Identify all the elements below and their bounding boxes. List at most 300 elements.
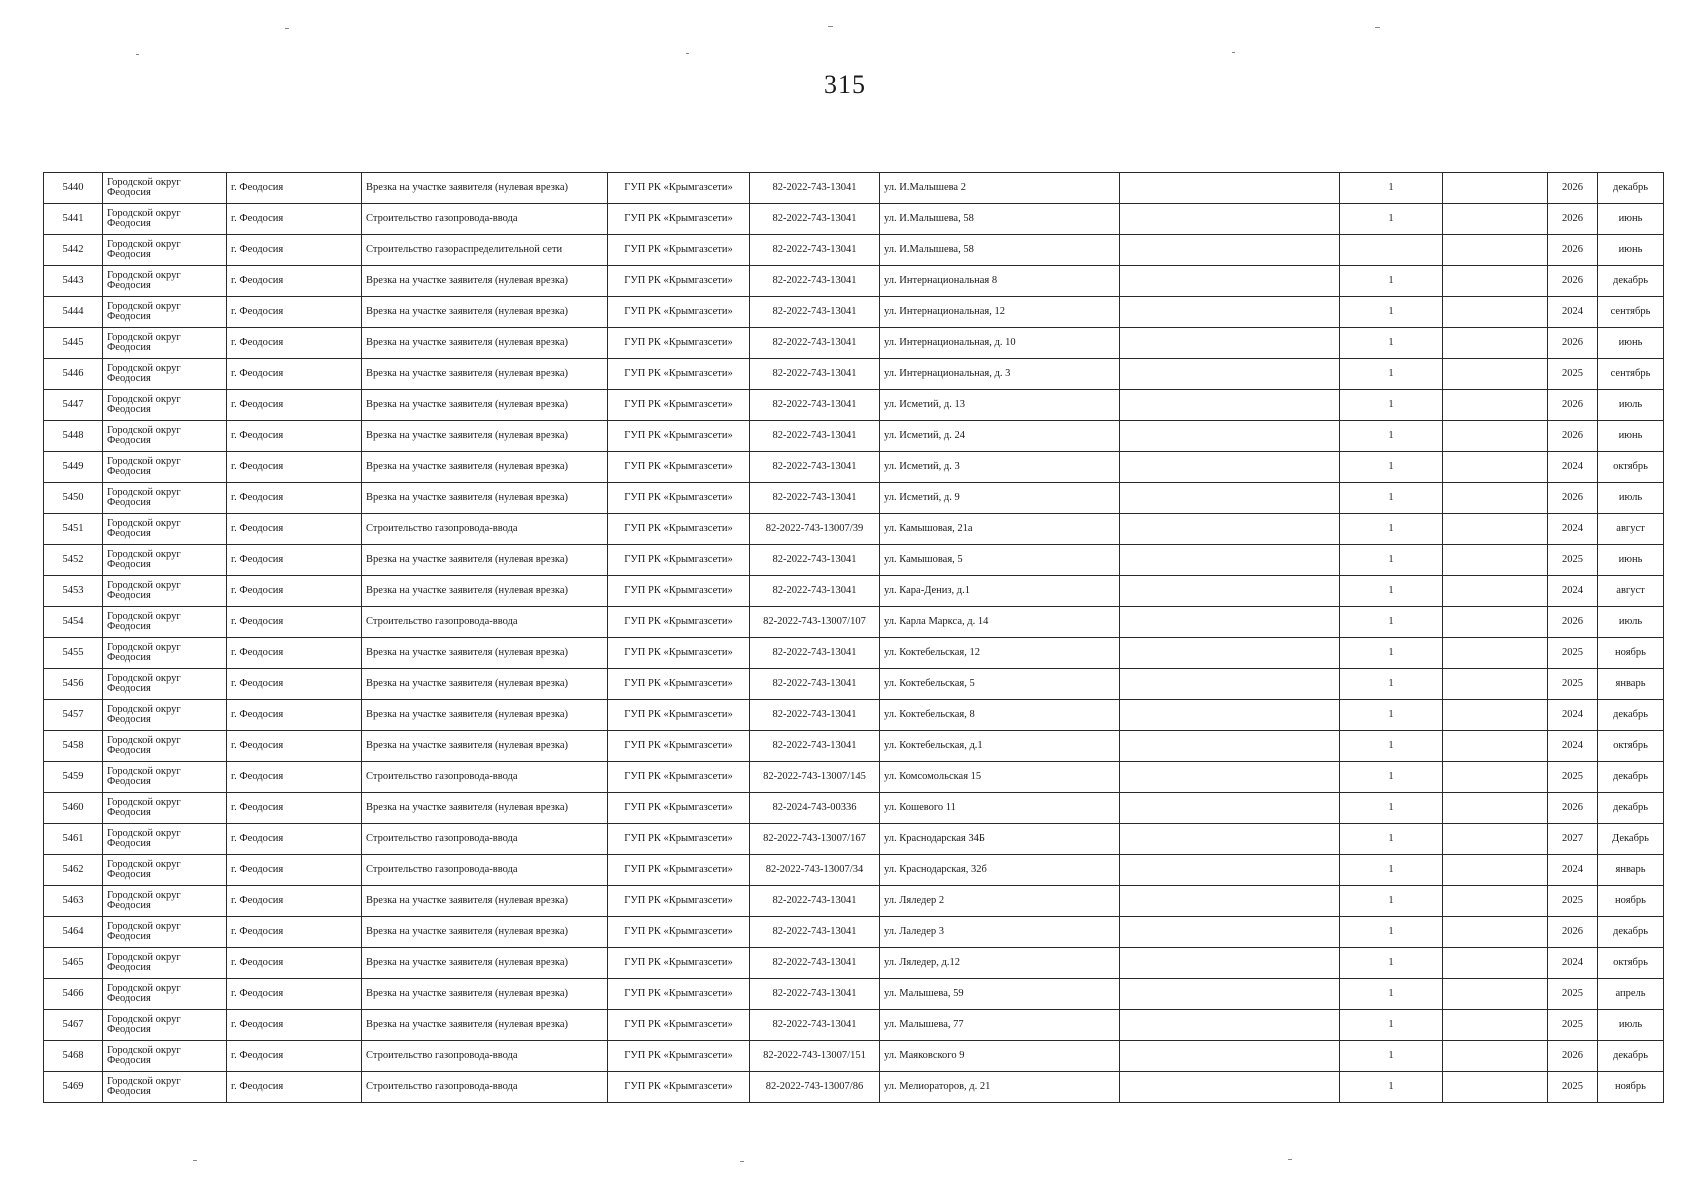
year-cell: 2025 <box>1548 1072 1598 1103</box>
table-row <box>44 328 1664 359</box>
month-cell: август <box>1598 576 1664 607</box>
city-cell: г. Феодосия <box>227 917 362 948</box>
work-type-cell: Врезка на участке заявителя (нулевая врезка) <box>362 731 608 762</box>
year-cell: 2025 <box>1548 545 1598 576</box>
quantity-cell: 1 <box>1340 514 1443 545</box>
city-cell: г. Феодосия <box>227 1072 362 1103</box>
year-cell: 2027 <box>1548 824 1598 855</box>
blank-cell <box>1443 328 1548 359</box>
work-type-cell: Врезка на участке заявителя (нулевая врезка) <box>362 545 608 576</box>
organization-cell: ГУП РК «Крымгазсети» <box>608 948 750 979</box>
program-code-cell: 82-2022-743-13041 <box>750 731 880 762</box>
table-row <box>44 669 1664 700</box>
row-number: 5446 <box>44 359 103 390</box>
month-cell: апрель <box>1598 979 1664 1010</box>
program-code-cell: 82-2022-743-13041 <box>750 886 880 917</box>
address-cell: ул. И.Малышева 2 <box>880 173 1120 204</box>
month-cell: июль <box>1598 1010 1664 1041</box>
address-cell: ул. Камышовая, 21а <box>880 514 1120 545</box>
quantity-cell: 1 <box>1340 1072 1443 1103</box>
work-type-cell: Врезка на участке заявителя (нулевая врезка) <box>362 421 608 452</box>
district-cell: Городской округ Феодосия <box>103 793 227 824</box>
program-code-cell: 82-2022-743-13041 <box>750 700 880 731</box>
program-code-cell: 82-2022-743-13041 <box>750 359 880 390</box>
organization-cell: ГУП РК «Крымгазсети» <box>608 390 750 421</box>
district-cell: Городской округ Феодосия <box>103 700 227 731</box>
blank-cell <box>1120 390 1340 421</box>
city-cell: г. Феодосия <box>227 297 362 328</box>
year-cell: 2024 <box>1548 452 1598 483</box>
district-cell: Городской округ Феодосия <box>103 266 227 297</box>
year-cell: 2024 <box>1548 576 1598 607</box>
district-cell: Городской округ Феодосия <box>103 204 227 235</box>
row-number: 5448 <box>44 421 103 452</box>
blank-cell <box>1443 824 1548 855</box>
city-cell: г. Феодосия <box>227 545 362 576</box>
blank-cell <box>1120 793 1340 824</box>
month-cell: Декабрь <box>1598 824 1664 855</box>
row-number: 5450 <box>44 483 103 514</box>
city-cell: г. Феодосия <box>227 700 362 731</box>
table-row <box>44 979 1664 1010</box>
blank-cell <box>1120 824 1340 855</box>
city-cell: г. Феодосия <box>227 266 362 297</box>
month-cell: июнь <box>1598 328 1664 359</box>
district-cell: Городской округ Феодосия <box>103 607 227 638</box>
row-number: 5451 <box>44 514 103 545</box>
quantity-cell: 1 <box>1340 483 1443 514</box>
month-cell: сентябрь <box>1598 297 1664 328</box>
work-type-cell: Врезка на участке заявителя (нулевая врезка) <box>362 576 608 607</box>
quantity-cell: 1 <box>1340 328 1443 359</box>
year-cell: 2026 <box>1548 390 1598 421</box>
month-cell: сентябрь <box>1598 359 1664 390</box>
work-type-cell: Строительство газопровода-ввода <box>362 204 608 235</box>
blank-cell <box>1120 1041 1340 1072</box>
organization-cell: ГУП РК «Крымгазсети» <box>608 328 750 359</box>
address-cell: ул. И.Малышева, 58 <box>880 204 1120 235</box>
district-cell: Городской округ Феодосия <box>103 824 227 855</box>
table-row <box>44 452 1664 483</box>
program-code-cell: 82-2022-743-13007/34 <box>750 855 880 886</box>
quantity-cell: 1 <box>1340 297 1443 328</box>
quantity-cell: 1 <box>1340 173 1443 204</box>
blank-cell <box>1120 235 1340 266</box>
row-number: 5453 <box>44 576 103 607</box>
address-cell: ул. Лаледер 3 <box>880 917 1120 948</box>
blank-cell <box>1120 576 1340 607</box>
quantity-cell: 1 <box>1340 607 1443 638</box>
work-type-cell: Строительство газораспределительной сети <box>362 235 608 266</box>
table-row <box>44 762 1664 793</box>
program-code-cell: 82-2022-743-13041 <box>750 669 880 700</box>
address-cell: ул. Исметий, д. 3 <box>880 452 1120 483</box>
work-type-cell: Врезка на участке заявителя (нулевая врезка) <box>362 266 608 297</box>
table-body <box>44 173 1664 1103</box>
quantity-cell: 1 <box>1340 731 1443 762</box>
year-cell: 2024 <box>1548 297 1598 328</box>
address-cell: ул. Краснодарская, 32б <box>880 855 1120 886</box>
scan-speck <box>285 28 289 29</box>
blank-cell <box>1443 793 1548 824</box>
row-number: 5468 <box>44 1041 103 1072</box>
program-code-cell: 82-2022-743-13041 <box>750 545 880 576</box>
program-code-cell: 82-2022-743-13041 <box>750 638 880 669</box>
city-cell: г. Феодосия <box>227 1041 362 1072</box>
quantity-cell: 1 <box>1340 917 1443 948</box>
organization-cell: ГУП РК «Крымгазсети» <box>608 266 750 297</box>
year-cell: 2025 <box>1548 886 1598 917</box>
row-number: 5467 <box>44 1010 103 1041</box>
city-cell: г. Феодосия <box>227 328 362 359</box>
work-type-cell: Строительство газопровода-ввода <box>362 514 608 545</box>
row-number: 5443 <box>44 266 103 297</box>
scan-speck <box>136 54 139 55</box>
organization-cell: ГУП РК «Крымгазсети» <box>608 1010 750 1041</box>
year-cell: 2024 <box>1548 855 1598 886</box>
work-type-cell: Строительство газопровода-ввода <box>362 824 608 855</box>
work-type-cell: Строительство газопровода-ввода <box>362 762 608 793</box>
address-cell: ул. Коктебельская, 8 <box>880 700 1120 731</box>
city-cell: г. Феодосия <box>227 638 362 669</box>
month-cell: декабрь <box>1598 700 1664 731</box>
district-cell: Городской округ Феодосия <box>103 483 227 514</box>
blank-cell <box>1443 452 1548 483</box>
month-cell: октябрь <box>1598 452 1664 483</box>
row-number: 5452 <box>44 545 103 576</box>
table-row <box>44 266 1664 297</box>
program-code-cell: 82-2022-743-13007/145 <box>750 762 880 793</box>
address-cell: ул. Интернациональная, 12 <box>880 297 1120 328</box>
city-cell: г. Феодосия <box>227 948 362 979</box>
blank-cell <box>1443 948 1548 979</box>
blank-cell <box>1443 545 1548 576</box>
blank-cell <box>1443 855 1548 886</box>
month-cell: декабрь <box>1598 917 1664 948</box>
address-cell: ул. Ляледер 2 <box>880 886 1120 917</box>
year-cell: 2025 <box>1548 669 1598 700</box>
row-number: 5449 <box>44 452 103 483</box>
table-row <box>44 235 1664 266</box>
district-cell: Городской округ Феодосия <box>103 762 227 793</box>
address-cell: ул. Карла Маркса, д. 14 <box>880 607 1120 638</box>
organization-cell: ГУП РК «Крымгазсети» <box>608 173 750 204</box>
year-cell: 2026 <box>1548 328 1598 359</box>
row-number: 5455 <box>44 638 103 669</box>
program-code-cell: 82-2022-743-13041 <box>750 452 880 483</box>
blank-cell <box>1120 266 1340 297</box>
work-type-cell: Врезка на участке заявителя (нулевая врезка) <box>362 948 608 979</box>
program-code-cell: 82-2022-743-13041 <box>750 390 880 421</box>
blank-cell <box>1120 855 1340 886</box>
quantity-cell: 1 <box>1340 452 1443 483</box>
year-cell: 2026 <box>1548 266 1598 297</box>
month-cell: июль <box>1598 390 1664 421</box>
quantity-cell: 1 <box>1340 886 1443 917</box>
organization-cell: ГУП РК «Крымгазсети» <box>608 1041 750 1072</box>
city-cell: г. Феодосия <box>227 607 362 638</box>
program-code-cell: 82-2022-743-13041 <box>750 483 880 514</box>
district-cell: Городской округ Феодосия <box>103 917 227 948</box>
row-number: 5460 <box>44 793 103 824</box>
program-code-cell: 82-2022-743-13007/39 <box>750 514 880 545</box>
blank-cell <box>1120 669 1340 700</box>
year-cell: 2025 <box>1548 1010 1598 1041</box>
program-code-cell: 82-2022-743-13041 <box>750 917 880 948</box>
year-cell: 2026 <box>1548 204 1598 235</box>
quantity-cell: 1 <box>1340 359 1443 390</box>
city-cell: г. Феодосия <box>227 793 362 824</box>
year-cell: 2026 <box>1548 421 1598 452</box>
table-row <box>44 638 1664 669</box>
month-cell: июнь <box>1598 204 1664 235</box>
table-row <box>44 855 1664 886</box>
month-cell: октябрь <box>1598 948 1664 979</box>
blank-cell <box>1120 204 1340 235</box>
organization-cell: ГУП РК «Крымгазсети» <box>608 576 750 607</box>
address-cell: ул. Ляледер, д.12 <box>880 948 1120 979</box>
row-number: 5464 <box>44 917 103 948</box>
work-type-cell: Врезка на участке заявителя (нулевая врезка) <box>362 638 608 669</box>
city-cell: г. Феодосия <box>227 669 362 700</box>
blank-cell <box>1443 297 1548 328</box>
work-type-cell: Строительство газопровода-ввода <box>362 1041 608 1072</box>
month-cell: декабрь <box>1598 762 1664 793</box>
year-cell: 2025 <box>1548 638 1598 669</box>
blank-cell <box>1120 917 1340 948</box>
table-row <box>44 700 1664 731</box>
work-type-cell: Врезка на участке заявителя (нулевая врезка) <box>362 1010 608 1041</box>
district-cell: Городской округ Феодосия <box>103 669 227 700</box>
program-code-cell: 82-2022-743-13041 <box>750 1010 880 1041</box>
district-cell: Городской округ Феодосия <box>103 173 227 204</box>
city-cell: г. Феодосия <box>227 1010 362 1041</box>
district-cell: Городской округ Феодосия <box>103 1072 227 1103</box>
district-cell: Городской округ Феодосия <box>103 731 227 762</box>
organization-cell: ГУП РК «Крымгазсети» <box>608 452 750 483</box>
blank-cell <box>1443 390 1548 421</box>
quantity-cell: 1 <box>1340 948 1443 979</box>
organization-cell: ГУП РК «Крымгазсети» <box>608 514 750 545</box>
quantity-cell: 1 <box>1340 1041 1443 1072</box>
address-cell: ул. И.Малышева, 58 <box>880 235 1120 266</box>
address-cell: ул. Малышева, 77 <box>880 1010 1120 1041</box>
work-type-cell: Врезка на участке заявителя (нулевая врезка) <box>362 979 608 1010</box>
blank-cell <box>1443 917 1548 948</box>
district-cell: Городской округ Феодосия <box>103 297 227 328</box>
blank-cell <box>1443 979 1548 1010</box>
work-type-cell: Врезка на участке заявителя (нулевая врезка) <box>362 328 608 359</box>
organization-cell: ГУП РК «Крымгазсети» <box>608 421 750 452</box>
table-row <box>44 297 1664 328</box>
organization-cell: ГУП РК «Крымгазсети» <box>608 669 750 700</box>
row-number: 5442 <box>44 235 103 266</box>
row-number: 5469 <box>44 1072 103 1103</box>
table-row <box>44 793 1664 824</box>
row-number: 5465 <box>44 948 103 979</box>
address-cell: ул. Коктебельская, д.1 <box>880 731 1120 762</box>
organization-cell: ГУП РК «Крымгазсети» <box>608 917 750 948</box>
row-number: 5458 <box>44 731 103 762</box>
program-code-cell: 82-2022-743-13007/151 <box>750 1041 880 1072</box>
quantity-cell: 1 <box>1340 545 1443 576</box>
city-cell: г. Феодосия <box>227 576 362 607</box>
quantity-cell: 1 <box>1340 700 1443 731</box>
table-row <box>44 390 1664 421</box>
program-code-cell: 82-2022-743-13041 <box>750 297 880 328</box>
month-cell: ноябрь <box>1598 638 1664 669</box>
work-type-cell: Врезка на участке заявителя (нулевая врезка) <box>362 390 608 421</box>
month-cell: июнь <box>1598 545 1664 576</box>
district-cell: Городской округ Феодосия <box>103 638 227 669</box>
blank-cell <box>1443 1010 1548 1041</box>
district-cell: Городской округ Феодосия <box>103 855 227 886</box>
address-cell: ул. Малышева, 59 <box>880 979 1120 1010</box>
blank-cell <box>1443 700 1548 731</box>
work-type-cell: Строительство газопровода-ввода <box>362 607 608 638</box>
table-row <box>44 886 1664 917</box>
district-cell: Городской округ Феодосия <box>103 359 227 390</box>
row-number: 5462 <box>44 855 103 886</box>
work-type-cell: Врезка на участке заявителя (нулевая врезка) <box>362 886 608 917</box>
city-cell: г. Феодосия <box>227 514 362 545</box>
scan-speck <box>686 53 689 54</box>
quantity-cell <box>1340 235 1443 266</box>
district-cell: Городской округ Феодосия <box>103 948 227 979</box>
program-code-cell: 82-2022-743-13007/86 <box>750 1072 880 1103</box>
gasification-table <box>43 172 1664 1103</box>
organization-cell: ГУП РК «Крымгазсети» <box>608 297 750 328</box>
program-code-cell: 82-2022-743-13007/107 <box>750 607 880 638</box>
work-type-cell: Врезка на участке заявителя (нулевая врезка) <box>362 452 608 483</box>
scan-speck <box>740 1161 744 1162</box>
quantity-cell: 1 <box>1340 669 1443 700</box>
year-cell: 2024 <box>1548 948 1598 979</box>
district-cell: Городской округ Феодосия <box>103 235 227 266</box>
program-code-cell: 82-2022-743-13041 <box>750 979 880 1010</box>
blank-cell <box>1443 762 1548 793</box>
program-code-cell: 82-2022-743-13041 <box>750 266 880 297</box>
blank-cell <box>1443 576 1548 607</box>
blank-cell <box>1120 1010 1340 1041</box>
organization-cell: ГУП РК «Крымгазсети» <box>608 545 750 576</box>
scan-speck <box>193 1160 197 1161</box>
blank-cell <box>1120 421 1340 452</box>
row-number: 5457 <box>44 700 103 731</box>
program-code-cell: 82-2022-743-13041 <box>750 948 880 979</box>
row-number: 5440 <box>44 173 103 204</box>
organization-cell: ГУП РК «Крымгазсети» <box>608 762 750 793</box>
table-row <box>44 917 1664 948</box>
work-type-cell: Врезка на участке заявителя (нулевая врезка) <box>362 793 608 824</box>
month-cell: июнь <box>1598 421 1664 452</box>
city-cell: г. Феодосия <box>227 731 362 762</box>
row-number: 5447 <box>44 390 103 421</box>
city-cell: г. Феодосия <box>227 204 362 235</box>
year-cell: 2025 <box>1548 762 1598 793</box>
blank-cell <box>1443 421 1548 452</box>
table-row <box>44 514 1664 545</box>
district-cell: Городской округ Феодосия <box>103 421 227 452</box>
blank-cell <box>1443 886 1548 917</box>
blank-cell <box>1443 607 1548 638</box>
scan-speck <box>1288 1159 1292 1160</box>
table-row <box>44 948 1664 979</box>
month-cell: январь <box>1598 669 1664 700</box>
organization-cell: ГУП РК «Крымгазсети» <box>608 731 750 762</box>
table-row <box>44 1072 1664 1103</box>
work-type-cell: Строительство газопровода-ввода <box>362 1072 608 1103</box>
month-cell: июнь <box>1598 235 1664 266</box>
row-number: 5466 <box>44 979 103 1010</box>
blank-cell <box>1120 886 1340 917</box>
quantity-cell: 1 <box>1340 204 1443 235</box>
blank-cell <box>1443 235 1548 266</box>
work-type-cell: Врезка на участке заявителя (нулевая врезка) <box>362 917 608 948</box>
address-cell: ул. Интернациональная, д. 3 <box>880 359 1120 390</box>
month-cell: декабрь <box>1598 793 1664 824</box>
year-cell: 2026 <box>1548 483 1598 514</box>
row-number: 5463 <box>44 886 103 917</box>
blank-cell <box>1120 359 1340 390</box>
city-cell: г. Феодосия <box>227 359 362 390</box>
address-cell: ул. Краснодарская 34Б <box>880 824 1120 855</box>
organization-cell: ГУП РК «Крымгазсети» <box>608 235 750 266</box>
row-number: 5459 <box>44 762 103 793</box>
program-code-cell: 82-2022-743-13041 <box>750 173 880 204</box>
address-cell: ул. Коктебельская, 5 <box>880 669 1120 700</box>
address-cell: ул. Исметий, д. 24 <box>880 421 1120 452</box>
program-code-cell: 82-2024-743-00336 <box>750 793 880 824</box>
city-cell: г. Феодосия <box>227 421 362 452</box>
table-row <box>44 1010 1664 1041</box>
quantity-cell: 1 <box>1340 1010 1443 1041</box>
row-number: 5454 <box>44 607 103 638</box>
row-number: 5461 <box>44 824 103 855</box>
scan-speck <box>828 26 833 27</box>
scan-speck <box>1232 52 1235 53</box>
table-row <box>44 359 1664 390</box>
year-cell: 2024 <box>1548 700 1598 731</box>
district-cell: Городской округ Феодосия <box>103 390 227 421</box>
blank-cell <box>1443 173 1548 204</box>
organization-cell: ГУП РК «Крымгазсети» <box>608 979 750 1010</box>
row-number: 5445 <box>44 328 103 359</box>
program-code-cell: 82-2022-743-13041 <box>750 328 880 359</box>
city-cell: г. Феодосия <box>227 390 362 421</box>
city-cell: г. Феодосия <box>227 979 362 1010</box>
blank-cell <box>1120 173 1340 204</box>
blank-cell <box>1443 1041 1548 1072</box>
table-row <box>44 576 1664 607</box>
address-cell: ул. Исметий, д. 13 <box>880 390 1120 421</box>
month-cell: декабрь <box>1598 1041 1664 1072</box>
quantity-cell: 1 <box>1340 576 1443 607</box>
blank-cell <box>1120 731 1340 762</box>
row-number: 5456 <box>44 669 103 700</box>
blank-cell <box>1443 669 1548 700</box>
work-type-cell: Врезка на участке заявителя (нулевая врезка) <box>362 669 608 700</box>
district-cell: Городской округ Феодосия <box>103 1010 227 1041</box>
address-cell: ул. Интернациональная, д. 10 <box>880 328 1120 359</box>
quantity-cell: 1 <box>1340 421 1443 452</box>
month-cell: август <box>1598 514 1664 545</box>
organization-cell: ГУП РК «Крымгазсети» <box>608 824 750 855</box>
table-row <box>44 1041 1664 1072</box>
month-cell: ноябрь <box>1598 886 1664 917</box>
work-type-cell: Врезка на участке заявителя (нулевая врезка) <box>362 297 608 328</box>
blank-cell <box>1443 204 1548 235</box>
